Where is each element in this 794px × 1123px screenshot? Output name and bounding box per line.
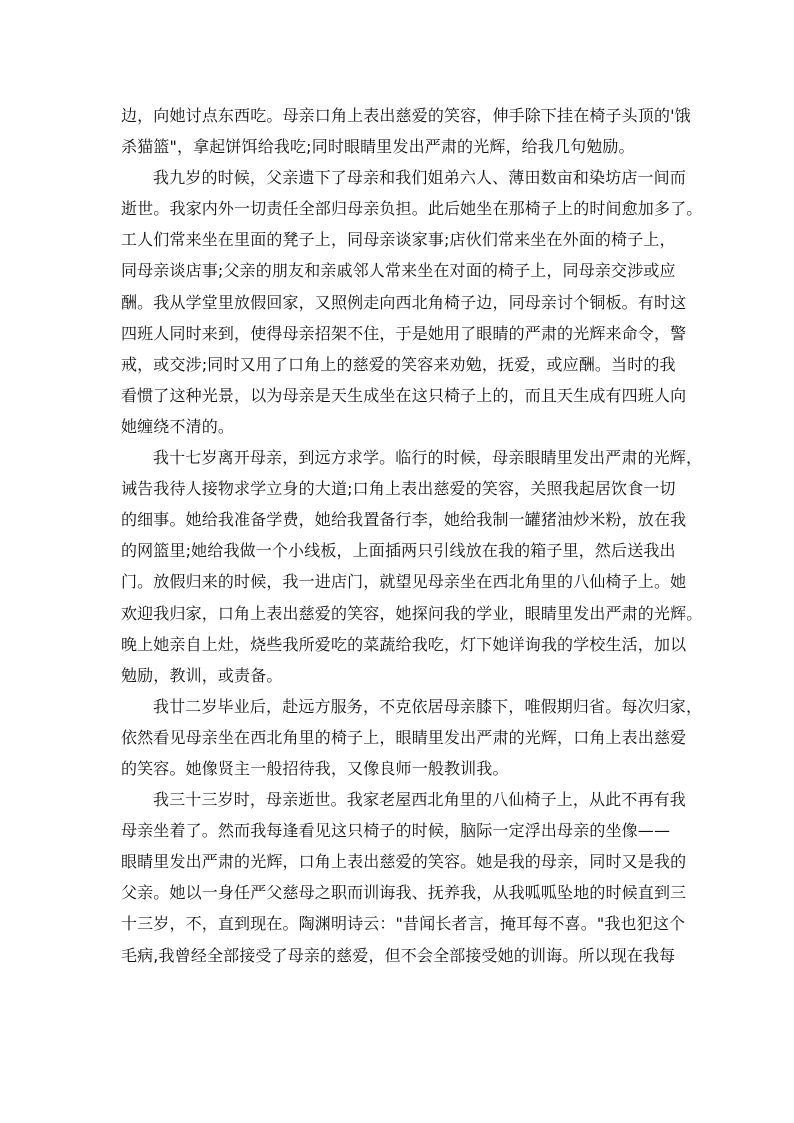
text-line: 晚上她亲自上灶，烧些我所爱吃的菜蔬给我吃，灯下她详询我的学校生活，加以 [121,634,687,654]
text-line: 工人们常来坐在里面的凳子上，同母亲谈家事;店伙们常来坐在外面的椅子上， [121,230,676,250]
text-line: 戒，或交涉;同时又用了口角上的慈爱的笑容来劝勉，抚爱，或应酬。当时的我 [121,354,676,374]
text-line: 的细事。她给我准备学费，她给我置备行李，她给我制一罐猪油炒米粉，放在我 [121,510,687,530]
text-line: 门。放假归来的时候，我一进店门，就望见母亲坐在西北角里的八仙椅子上。她 [121,572,687,592]
text-line: 毛病,我曾经全部接受了母亲的慈爱，但不会全部接受她的训诲。所以现在我每 [121,945,676,965]
article-body [121,100,703,971]
text-line: 诫告我待人接物求学立身的大道;口角上表出慈爱的笑容，关照我起居饮食一切 [121,479,676,499]
text-line: 逝世。我家内外一切责任全部归母亲负担。此后她坐在那椅子上的时间愈加多了。 [121,199,703,219]
text-line: 四班人同时来到，使得母亲招架不住，于是她用了眼睛的严肃的光辉来命令，警 [121,323,687,343]
paragraph-start-line: 我九岁的时候，父亲遗下了母亲和我们姐弟六人、薄田数亩和染坊店一间而 [153,168,686,188]
text-line: 的笑容。她像贤主一般招待我，又像良师一般教训我。 [121,758,509,778]
text-line: 勉励，教训，或责备。 [121,665,283,685]
text-line: 边，向她讨点东西吃。母亲口角上表出慈爱的笑容，伸手除下挂在椅子头顶的'饿 [121,106,691,125]
paragraph-start-line: 我十七岁离开母亲，到远方求学。临行的时候，母亲眼睛里发出严肃的光辉， [153,448,703,468]
paragraph-start-line: 我廿二岁毕业后，赴远方服务，不克依居母亲膝下，唯假期归省。每次归家， [153,696,703,716]
paragraph-start-line: 我三十三岁时，母亲逝世。我家老屋西北角里的八仙椅子上，从此不再有我 [153,790,686,810]
text-line: 眼睛里发出严肃的光辉，口角上表出慈爱的笑容。她是我的母亲，同时又是我的 [121,852,687,872]
text-line: 杀猫篮"，拿起饼饵给我吃;同时眼睛里发出严肃的光辉，给我几句勉励。 [121,137,635,157]
text-line: 欢迎我归家，口角上表出慈爱的笑容，她探问我的学业，眼睛里发出严肃的光辉。 [121,603,703,623]
text-line: 母亲坐着了。然而我每逢看见这只椅子的时候，脑际一定浮出母亲的坐像—— [121,821,671,841]
text-line: 的网篮里;她给我做一个小线板，上面插两只引线放在我的箱子里，然后送我出 [121,541,676,561]
text-line: 酬。我从学堂里放假回家，又照例走向西北角椅子边，同母亲讨个铜板。有时这 [121,292,687,312]
text-line: 同母亲谈店事;父亲的朋友和亲戚邻人常来坐在对面的椅子上，同母亲交涉或应 [121,261,676,281]
text-line: 看惯了这种光景，以为母亲是天生成坐在这只椅子上的，而且天生成有四班人向 [121,385,687,405]
text-line: 十三岁，不，直到现在。陶渊明诗云："昔闻长者言，掩耳每不喜。"我也犯这个 [121,914,686,934]
text-line: 她缠绕不清的。 [121,416,235,436]
text-line: 父亲。她以一身任严父慈母之职而训诲我、抚养我，从我呱呱坠地的时候直到三 [121,883,687,903]
text-line: 依然看见母亲坐在西北角里的椅子上，眼睛里发出严肃的光辉，口角上表出慈爱 [121,727,687,747]
